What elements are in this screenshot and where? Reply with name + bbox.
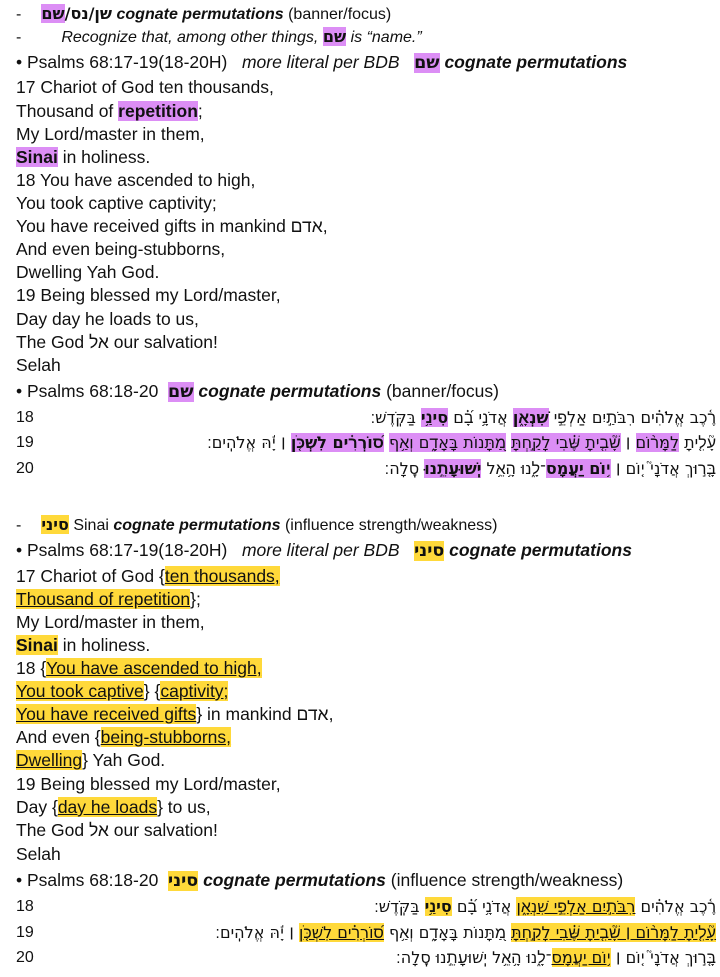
sec2-line-11: Day {day he loads} to us, [16, 797, 211, 817]
sec1-hebrew-verse-20: 20 בָּ֤ר֣וּךְ אֲדֹנָי֮ י֤וֹם ׀ י֥וֹם יַעֲמָס־לָ֑נוּ הָ֥אֵ֥ל יְֽשׁוּעָתֵ֣נוּ סֶֽלָה׃ [16, 459, 716, 478]
sec1-line-11: Day day he loads to us, [16, 309, 199, 329]
sec2-title: - סיני Sinai cognate permutations (influence strength/weakness) [16, 515, 498, 534]
sec1-title: - שן/נס/שם cognate permutations (banner/focus) [16, 4, 392, 23]
sec1-psalms-header: • Psalms 68:17-19(18-20H) more literal per BDB שם cognate permutations [16, 52, 628, 73]
sec2-line-5: 18 {You have ascended to high, [16, 658, 262, 678]
sec2-line-13: Selah [16, 844, 61, 864]
sec2-line-10: 19 Being blessed my Lord/master, [16, 774, 281, 794]
sec2-hebrew-verse-20: 20 בָּ֤ר֣וּךְ אֲדֹנָי֮ י֤וֹם ׀ י֥וֹם יַעֲמָס־לָ֑נוּ הָ֥אֵ֥ל יְֽשׁוּעָתֵ֣נוּ סֶֽלָה׃ [16, 948, 716, 967]
sec2-line-7: You have received gifts} in mankind אדם, [16, 704, 334, 724]
sec1-hebrew-verse-18: 18 רֶ֫כֶב אֱלֹהִ֗ים רִבֹּתַ֣יִם אַלְפֵ֣י שִׁנְאָ֑ן אֲדֹנָ֥י בָ֝֗ם סִינַ֥י בַּקֹּֽדֶשׁ׃ [16, 408, 716, 427]
sec1-line-5: 18 You have ascended to high, [16, 170, 256, 190]
sec1-line-8: And even being-stubborns, [16, 239, 226, 259]
sec2-line-3: My Lord/master in them, [16, 612, 205, 632]
sec2-line-8: And even {being-stubborns, [16, 727, 232, 747]
sec1-line-7: You have received gifts in mankind אדם, [16, 216, 328, 236]
sec1-line-10: 19 Being blessed my Lord/master, [16, 285, 281, 305]
sec2-hebrew-verse-19: 19 עָ֘לִ֤יתָ לַמָּר֨וֹם ׀ שָׁ֘בִ֤יתָ שֶּׁ֗בִי לָקַ֣חְתָּ מַ֭תָּנוֹת בָּאָדָ֑ם וְאַ֥ף ס֝וֹרְרִ֗ים לִשְׁכֹּ֤ן ׀ יָ֬הּ אֱלֹהִֽים׃ [16, 923, 716, 942]
sec1-hebrew-verse-19: 19 עָ֘לִ֤יתָ לַמָּר֨וֹם ׀ שָׁ֘בִ֤יתָ שֶּׁ֗בִי לָקַ֣חְתָּ מַ֭תָּנוֹת בָּאָדָ֑ם וְאַ֥ף ס֝וֹרְרִ֗ים לִשְׁכֹּ֤ן ׀ יָ֬הּ אֱלֹהִֽים׃ [16, 433, 716, 452]
sec2-psalms-header: • Psalms 68:17-19(18-20H) more literal per BDB סיני cognate permutations [16, 540, 632, 561]
sec1-line-1: 17 Chariot of God ten thousands, [16, 77, 274, 97]
sec2-line-9: Dwelling} Yah God. [16, 750, 166, 770]
sec2-line-1: 17 Chariot of God {ten thousands, [16, 566, 280, 586]
sec2-hebrew-verse-18: 18 רֶ֫כֶב אֱלֹהִ֗ים רִבֹּתַ֣יִם אַלְפֵ֣י שִׁנְאָ֑ן אֲדֹנָ֥י בָ֝֗ם סִינַ֥י בַּקֹּֽדֶשׁ׃ [16, 897, 716, 916]
sec2-line-4: Sinai in holiness. [16, 635, 151, 655]
sec2-ref-header: • Psalms 68:18-20 סיני cognate permutations (influence strength/weakness) [16, 870, 624, 891]
sec1-line-12: The God אל our salvation! [16, 332, 218, 352]
dash: - [16, 6, 22, 23]
sec1-line-9: Dwelling Yah God. [16, 262, 160, 282]
sec1-subtitle: - Recognize that, among other things, שם is “name.” [16, 27, 422, 46]
sec1-line-2: Thousand of repetition; [16, 101, 203, 121]
sec1-ref-header: • Psalms 68:18-20 שם cognate permutations (banner/focus) [16, 381, 499, 402]
sec2-line-6: You took captive} {captivity; [16, 681, 229, 701]
sec2-line-2: Thousand of repetition}; [16, 589, 201, 609]
shem-highlight: שם [41, 4, 65, 23]
sec2-line-12: The God אל our salvation! [16, 820, 218, 840]
sec1-line-3: My Lord/master in them, [16, 124, 205, 144]
sinai-highlight: סיני [41, 515, 69, 534]
sec1-line-13: Selah [16, 355, 61, 375]
sec1-line-4: Sinai in holiness. [16, 147, 151, 167]
sec1-line-6: You took captive captivity; [16, 193, 217, 213]
